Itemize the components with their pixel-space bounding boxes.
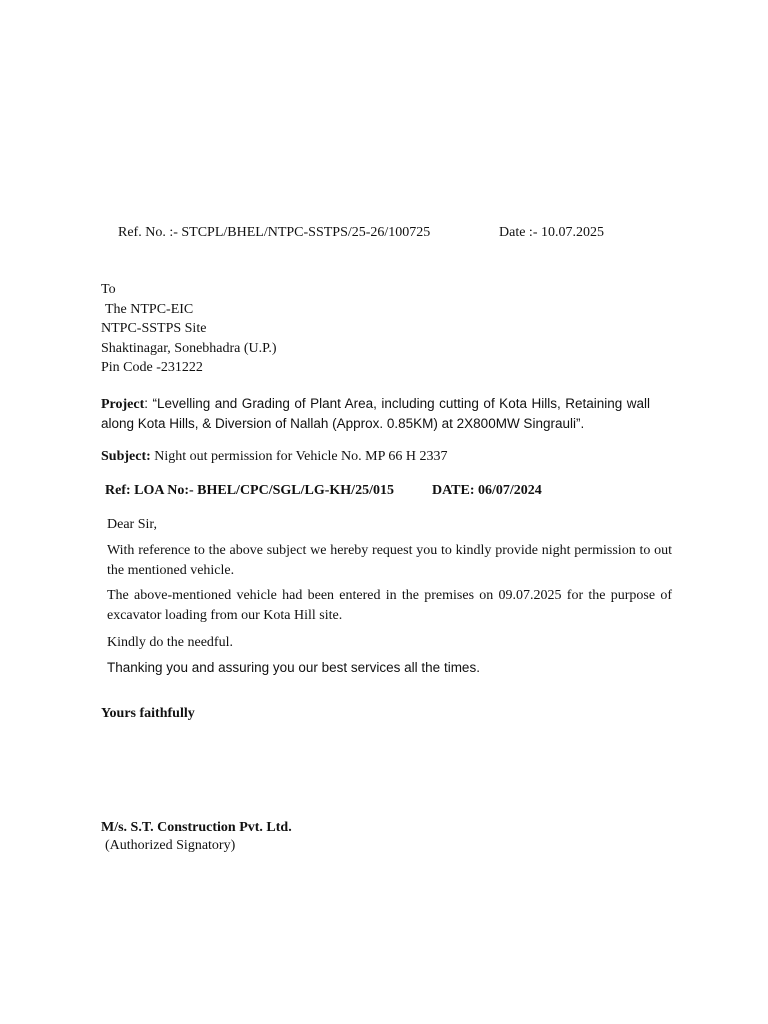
salutation: Dear Sir, <box>107 517 157 532</box>
ref-number: Ref. No. :- STCPL/BHEL/NTPC-SSTPS/25-26/100725 <box>118 225 431 240</box>
body-paragraph-1: With reference to the above subject we hereby request you to kindly provide night permission to out the mentioned vehicle. <box>107 543 672 578</box>
valediction: Yours faithfully <box>101 706 195 721</box>
address-to: To <box>101 282 116 297</box>
address-block <box>101 280 277 378</box>
subject-line <box>101 447 448 466</box>
subject-text: Night out permission for Vehicle No. MP 66 H 2337 <box>150 449 448 464</box>
subject-label: Subject: <box>101 449 151 464</box>
project-paragraph <box>101 394 650 433</box>
loa-reference: Ref: LOA No:- BHEL/CPC/SGL/LG-KH/25/015 <box>105 483 394 498</box>
address-line-1: The NTPC-EIC <box>105 301 194 317</box>
body-paragraph-3: Kindly do the needful. <box>107 635 233 650</box>
thanks-line: Thanking you and assuring you our best services all the times. <box>107 660 480 675</box>
address-line-2: NTPC-SSTPS Site <box>101 321 207 336</box>
address-line-4: Pin Code -231222 <box>101 360 203 375</box>
company-name: M/s. S.T. Construction Pvt. Ltd. <box>101 820 292 835</box>
authorized-signatory: (Authorized Signatory) <box>105 838 236 853</box>
body-paragraph-2: The above-mentioned vehicle had been entered in the premises on 09.07.2025 for the purpose of excavator loading from our Kota Hill site. <box>107 588 672 623</box>
project-text: : “Levelling and Grading of Plant Area, including cutting of Kota Hills, Retaining wall along Kota Hills, & Diversion of Nallah (Approx. 0.85KM) at 2X800MW Singrauli”. <box>101 396 650 431</box>
letter-date: Date :- 10.07.2025 <box>499 225 604 240</box>
address-line-3: Shaktinagar, Sonebhadra (U.P.) <box>101 340 277 356</box>
loa-date: DATE: 06/07/2024 <box>432 483 542 498</box>
project-label: Project <box>101 397 145 412</box>
